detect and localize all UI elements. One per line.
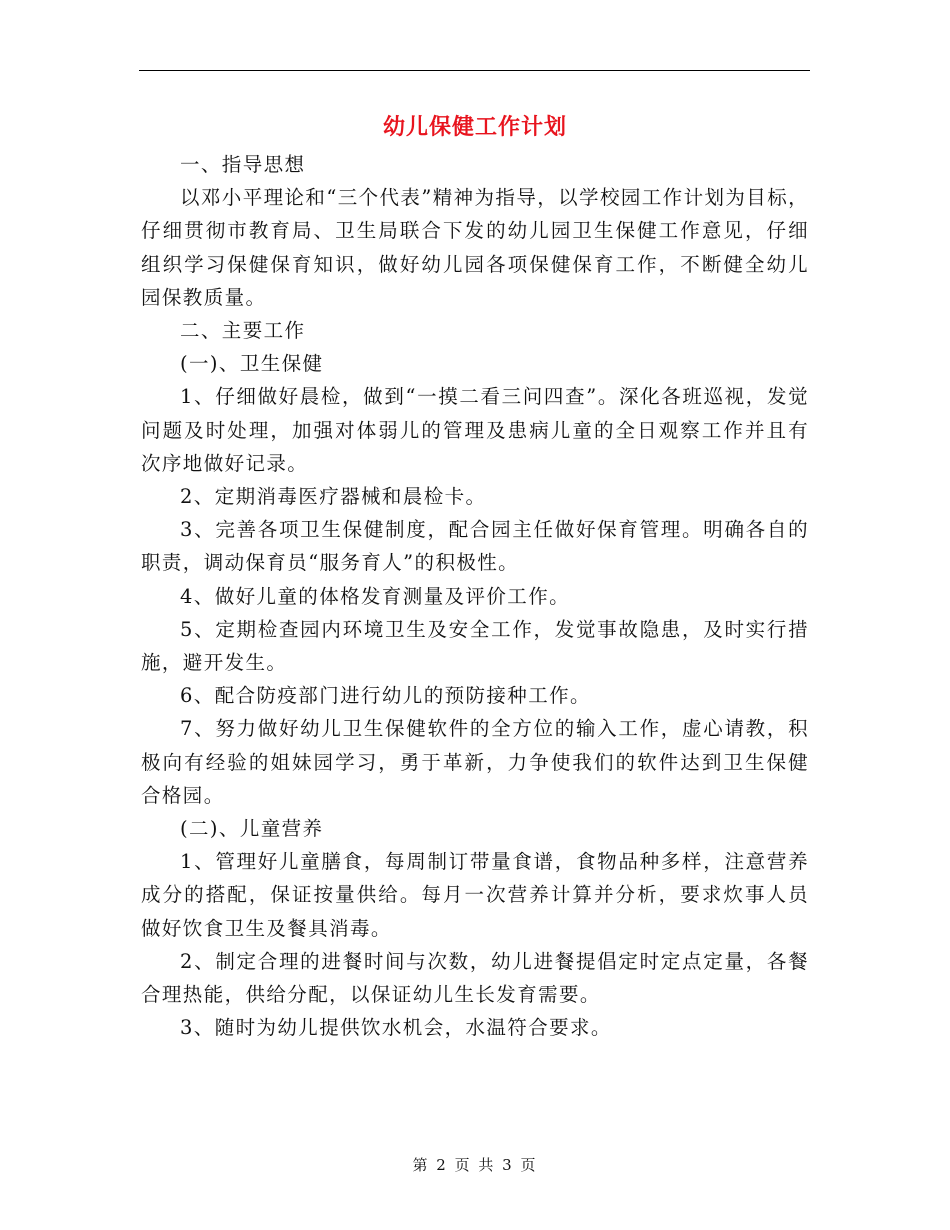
- header-rule: [139, 70, 810, 71]
- heading-main-work: 二、主要工作: [180, 319, 306, 343]
- list-item-health-2: 2、定期消毒医疗器械和晨检卡。: [180, 485, 487, 509]
- list-item-health-5: 5、定期检查园内环境卫生及安全工作，发觉事故隐患，及时实行措施，避开发生。: [141, 617, 809, 675]
- subheading-nutrition: (二)、儿童营养: [180, 817, 324, 841]
- heading-guiding-thought: 一、指导思想: [180, 153, 306, 176]
- list-item-health-3: 3、完善各项卫生保健制度，配合园主任做好保育管理。明确各自的职责，调动保育员“服务育人”的积极性。: [141, 518, 809, 575]
- document-body: [141, 148, 809, 1044]
- list-item-health-7: 7、努力做好幼儿卫生保健软件的全方位的输入工作，虚心请教，积极向有经验的姐妹园学习，勇于革新，力争使我们的软件达到卫生保健合格园。: [141, 717, 809, 807]
- list-item-health-6: 6、配合防疫部门进行幼儿的预防接种工作。: [180, 684, 591, 708]
- page-footer: 第 2 页 共 3 页: [412, 1156, 538, 1174]
- list-item-health-4: 4、做好儿童的体格发育测量及评价工作。: [180, 584, 571, 608]
- list-item-health-1: 1、仔细做好晨检，做到“一摸二看三问四查”。深化各班巡视，发觉问题及时处理，加强对体弱儿的管理及患病儿童的全日观察工作并且有次序地做好记录。: [141, 385, 809, 475]
- paragraph-guiding-thought: 以邓小平理论和“三个代表”精神为指导，以学校园工作计划为目标，仔细贯彻市教育局、卫生局联合下发的幼儿园卫生保健工作意见，仔细组织学习保健保育知识，做好幼儿园各项保健保育工作，不断健全幼儿园保教质量。: [141, 186, 809, 309]
- subheading-health-care: (一)、卫生保健: [180, 352, 324, 376]
- list-item-nutrition-2: 2、制定合理的进餐时间与次数，幼儿进餐提倡定时定点定量，各餐合理热能，供给分配，以保证幼儿生长发育需要。: [141, 949, 809, 1007]
- list-item-nutrition-1: 1、管理好儿童膳食，每周制订带量食谱，食物品种多样，注意营养成分的搭配，保证按量供给。每月一次营养计算并分析，要求炊事人员做好饮食卫生及餐具消毒。: [141, 850, 809, 940]
- document-title: 幼儿保健工作计划: [382, 114, 567, 140]
- list-item-nutrition-3: 3、随时为幼儿提供饮水机会，水温符合要求。: [180, 1016, 612, 1040]
